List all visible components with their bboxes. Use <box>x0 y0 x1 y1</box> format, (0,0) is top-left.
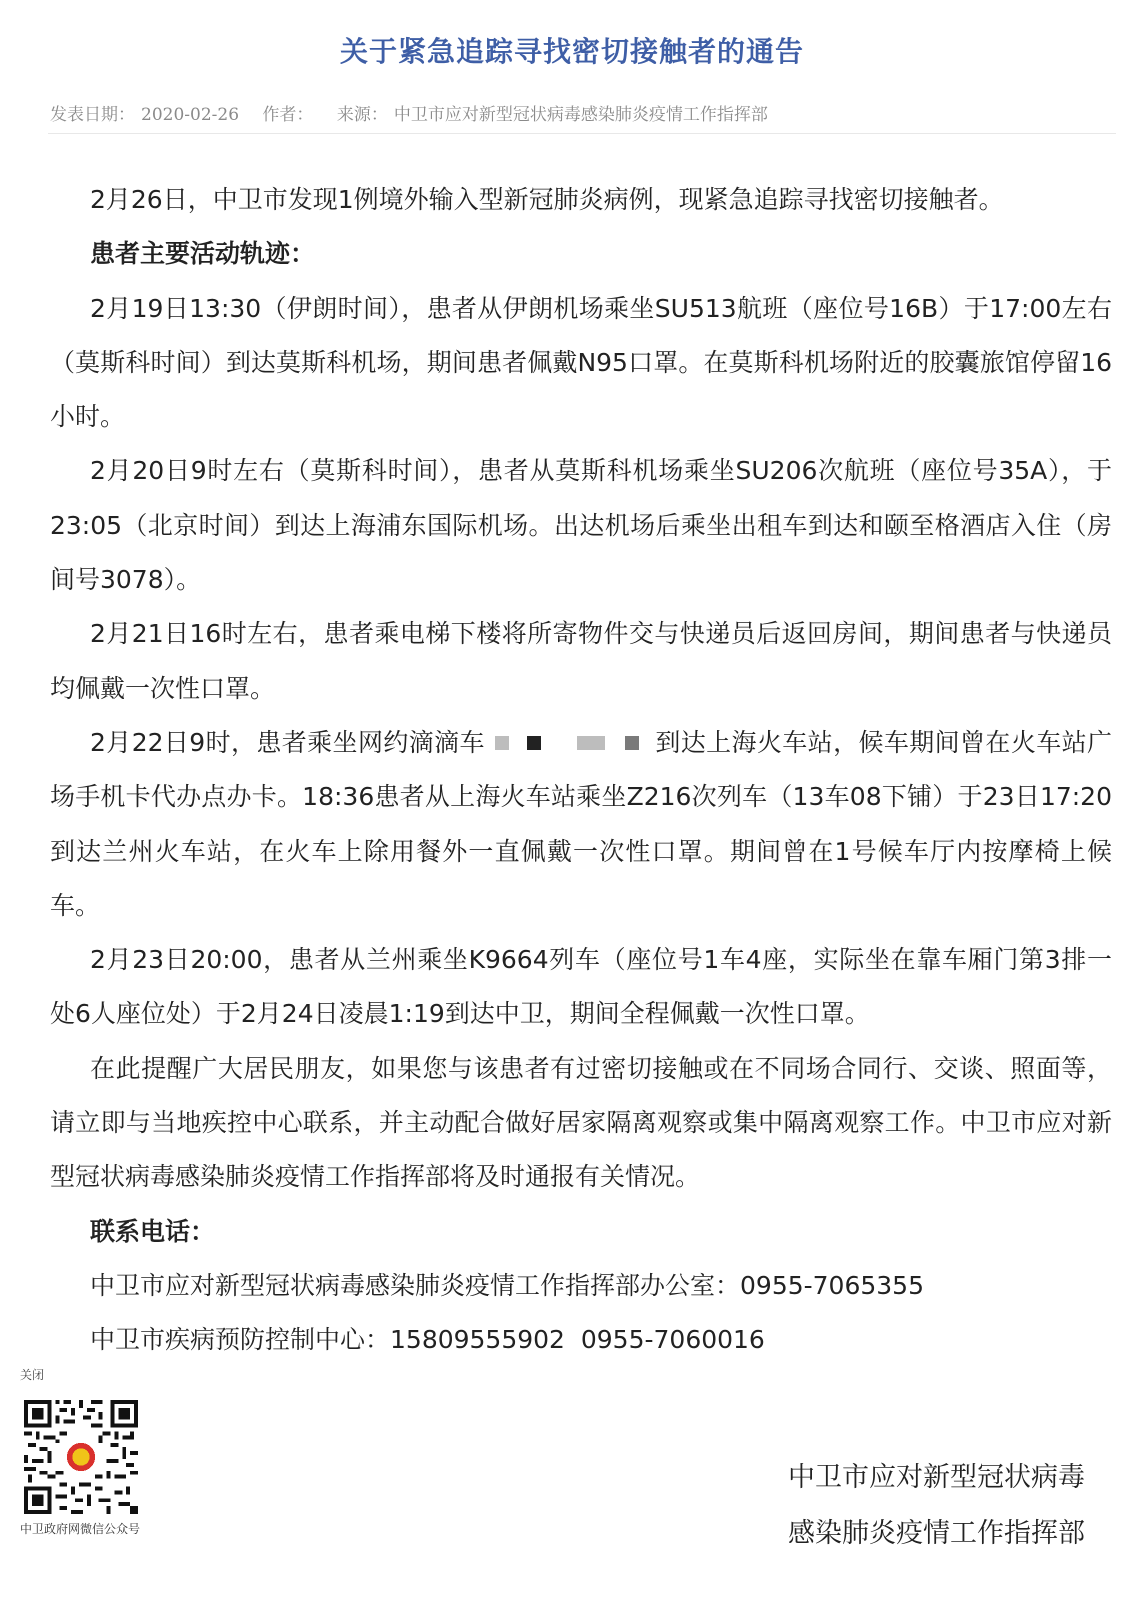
track-4-part-a: 2月22日9时，患者乘坐网约滴滴车 <box>90 727 485 757</box>
redacted-plate <box>485 734 655 754</box>
track-paragraph-5: 2月23日20:00，患者从兰州乘坐K9664列车（座位号1车4座，实际坐在靠车厢门第3排一处6人座位处）于2月24日凌晨1:19到达中卫，期间全程佩戴一次性口罩。 <box>50 945 1112 1029</box>
qr-caption: 中卫政府网微信公众号 <box>20 1522 141 1536</box>
track-paragraph-2: 2月20日9时左右（莫斯科时间），患者从莫斯科机场乘坐SU206次航班（座位号35A），于23:05（北京时间）到达上海浦东国际机场。出达机场后乘坐出租车到达和颐至格酒店入住（房间号3078）。 <box>50 456 1112 595</box>
contact-line-1: 中卫市应对新型冠状病毒感染肺炎疫情工作指挥部办公室：0955-7065355 <box>90 1270 924 1300</box>
author-label: 作者： <box>262 105 314 125</box>
track-4-part-b: 到达上海火车站，候车期间曾在火车站广场手机卡代办点办卡。18:36患者从上海火车站乘坐Z216次列车（13车08下铺）于23日17:20到达兰州火车站，在火车上除用餐外一直佩戴一次性口罩。期间曾在1号候车厅内按摩椅上候车。 <box>50 727 1112 920</box>
contact-heading: 联系电话： <box>90 1216 216 1246</box>
date-value: 2020-02-26 <box>141 105 240 125</box>
article-meta <box>50 100 786 125</box>
reminder-paragraph: 在此提醒广大居民朋友，如果您与该患者有过密切接触或在不同场合同行、交谈、照面等，请立即与当地疾控中心联系，并主动配合做好居家隔离观察或集中隔离观察工作。中卫市应对新型冠状病毒感染肺炎疫情工作指挥部将及时通报有关情况。 <box>50 1053 1112 1192</box>
intro-paragraph: 2月26日，中卫市发现1例境外输入型新冠肺炎病例，现紧急追踪寻找密切接触者。 <box>90 185 1004 214</box>
track-heading: 患者主要活动轨迹： <box>90 239 316 269</box>
page-title: 关于紧急追踪寻找密切接触者的通告 <box>339 35 804 68</box>
signature-line-2: 感染肺炎疫情工作指挥部 <box>788 1518 1085 1549</box>
article-body <box>50 173 1112 1368</box>
date-label: 发表日期： <box>50 105 135 125</box>
contact-line-2: 中卫市疾病预防控制中心：15809555902 0955-7060016 <box>90 1325 765 1355</box>
source-label: 来源： <box>336 105 388 125</box>
track-paragraph-4 <box>50 716 1112 933</box>
source-value: 中卫市应对新型冠状病毒感染肺炎疫情工作指挥部 <box>393 105 768 125</box>
close-button[interactable]: 关闭 <box>20 1368 45 1382</box>
meta-divider <box>48 133 1116 134</box>
track-paragraph-1: 2月19日13:30（伊朗时间），患者从伊朗机场乘坐SU513航班（座位号16B）于17:00左右（莫斯科时间）到达莫斯科机场，期间患者佩戴N95口罩。在莫斯科机场附近的胶囊旅馆停留16小时。 <box>50 293 1112 432</box>
signature-block <box>788 1450 1085 1562</box>
signature-line-1: 中卫市应对新型冠状病毒 <box>788 1462 1085 1493</box>
track-paragraph-3: 2月21日16时左右，患者乘电梯下楼将所寄物件交与快递员后返回房间，期间患者与快递员均佩戴一次性口罩。 <box>50 619 1112 703</box>
qr-code-icon <box>24 1400 138 1514</box>
